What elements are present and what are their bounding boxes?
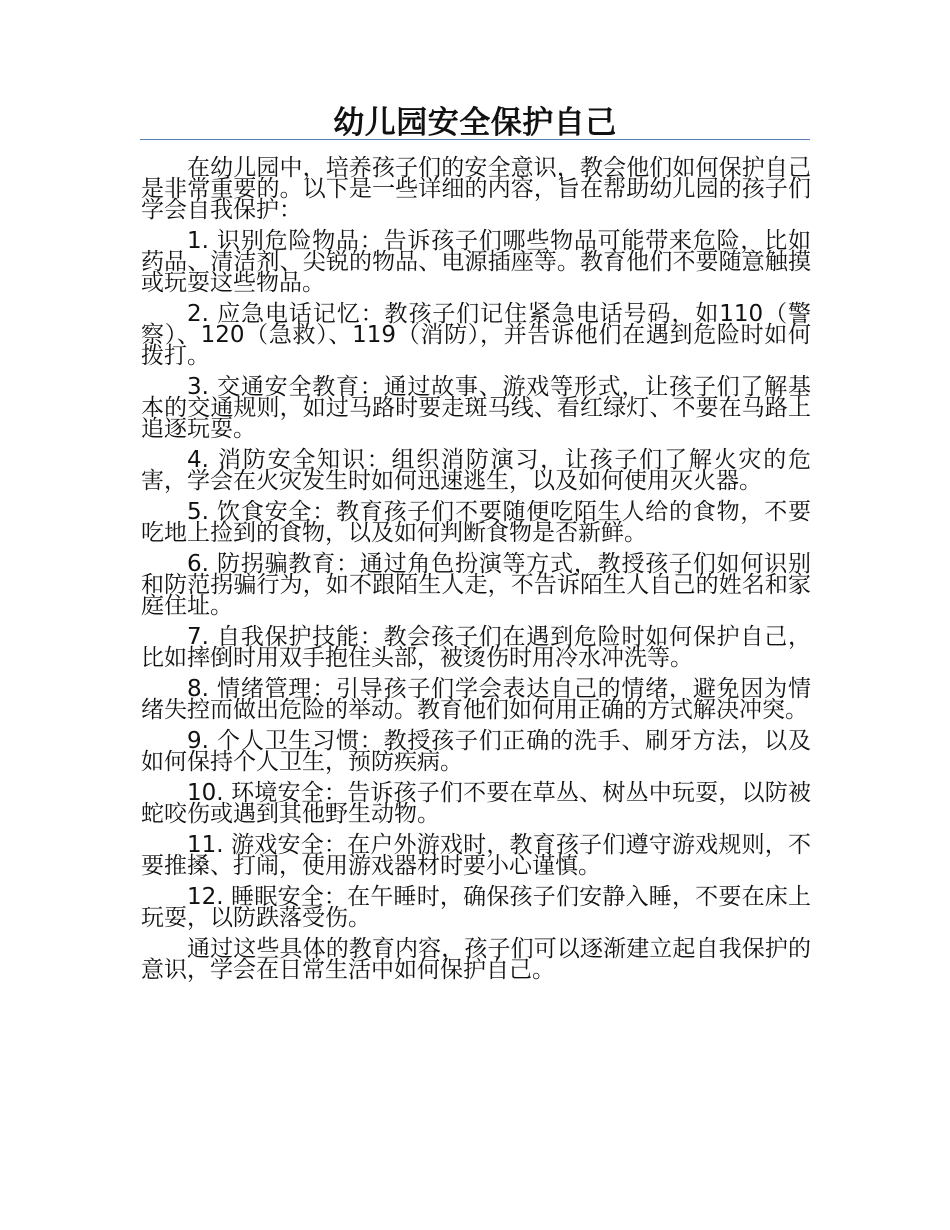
item-5-paragraph: 5. 饮食安全：教育孩子们不要随便吃陌生人给的食物，不要吃地上捡到的食物，以及如何判断食物是否新鲜。 — [141, 499, 811, 546]
item-2-paragraph: 2. 应急电话记忆：教孩子们记住紧急电话号码，如110（警察）、120（急救）、119（消防），并告诉他们在遇到危险时如何拨打。 — [141, 301, 811, 369]
item-11-paragraph: 11. 游戏安全：在户外游戏时，教育孩子们遵守游戏规则，不要推搡、打闹，使用游戏器材时要小心谨慎。 — [141, 832, 811, 879]
item-6-paragraph: 6. 防拐骗教育：通过角色扮演等方式，教授孩子们如何识别和防范拐骗行为，如不跟陌生人走，不告诉陌生人自己的姓名和家庭住址。 — [141, 551, 811, 619]
document-body — [141, 155, 811, 991]
item-7-paragraph: 7. 自我保护技能：教会孩子们在遇到危险时如何保护自己，比如摔倒时用双手抱住头部，被烫伤时用冷水冲洗等。 — [141, 624, 811, 671]
intro-paragraph: 在幼儿园中，培养孩子们的安全意识，教会他们如何保护自己是非常重要的。以下是一些详细的内容，旨在帮助幼儿园的孩子们学会自我保护： — [141, 155, 811, 223]
document-title: 幼儿园安全保护自己 — [333, 105, 617, 141]
item-3-paragraph: 3. 交通安全教育：通过故事、游戏等形式，让孩子们了解基本的交通规则，如过马路时要走斑马线、看红绿灯、不要在马路上追逐玩耍。 — [141, 374, 811, 442]
item-12-paragraph: 12. 睡眠安全：在午睡时，确保孩子们安静入睡，不要在床上玩耍，以防跌落受伤。 — [141, 884, 811, 931]
item-4-paragraph: 4. 消防安全知识：组织消防演习，让孩子们了解火灾的危害，学会在火灾发生时如何迅速逃生，以及如何使用灭火器。 — [141, 447, 811, 494]
title-underline — [140, 139, 810, 140]
item-1-paragraph: 1. 识别危险物品：告诉孩子们哪些物品可能带来危险，比如药品、清洁剂、尖锐的物品、电源插座等。教育他们不要随意触摸或玩耍这些物品。 — [141, 228, 811, 296]
item-10-paragraph: 10. 环境安全：告诉孩子们不要在草丛、树丛中玩耍，以防被蛇咬伤或遇到其他野生动物。 — [141, 780, 811, 827]
item-8-paragraph: 8. 情绪管理：引导孩子们学会表达自己的情绪，避免因为情绪失控而做出危险的举动。教育他们如何用正确的方式解决冲突。 — [141, 676, 811, 723]
conclusion-paragraph: 通过这些具体的教育内容，孩子们可以逐渐建立起自我保护的意识，学会在日常生活中如何保护自己。 — [141, 936, 811, 983]
item-9-paragraph: 9. 个人卫生习惯：教授孩子们正确的洗手、刷牙方法，以及如何保持个人卫生，预防疾病。 — [141, 728, 811, 775]
